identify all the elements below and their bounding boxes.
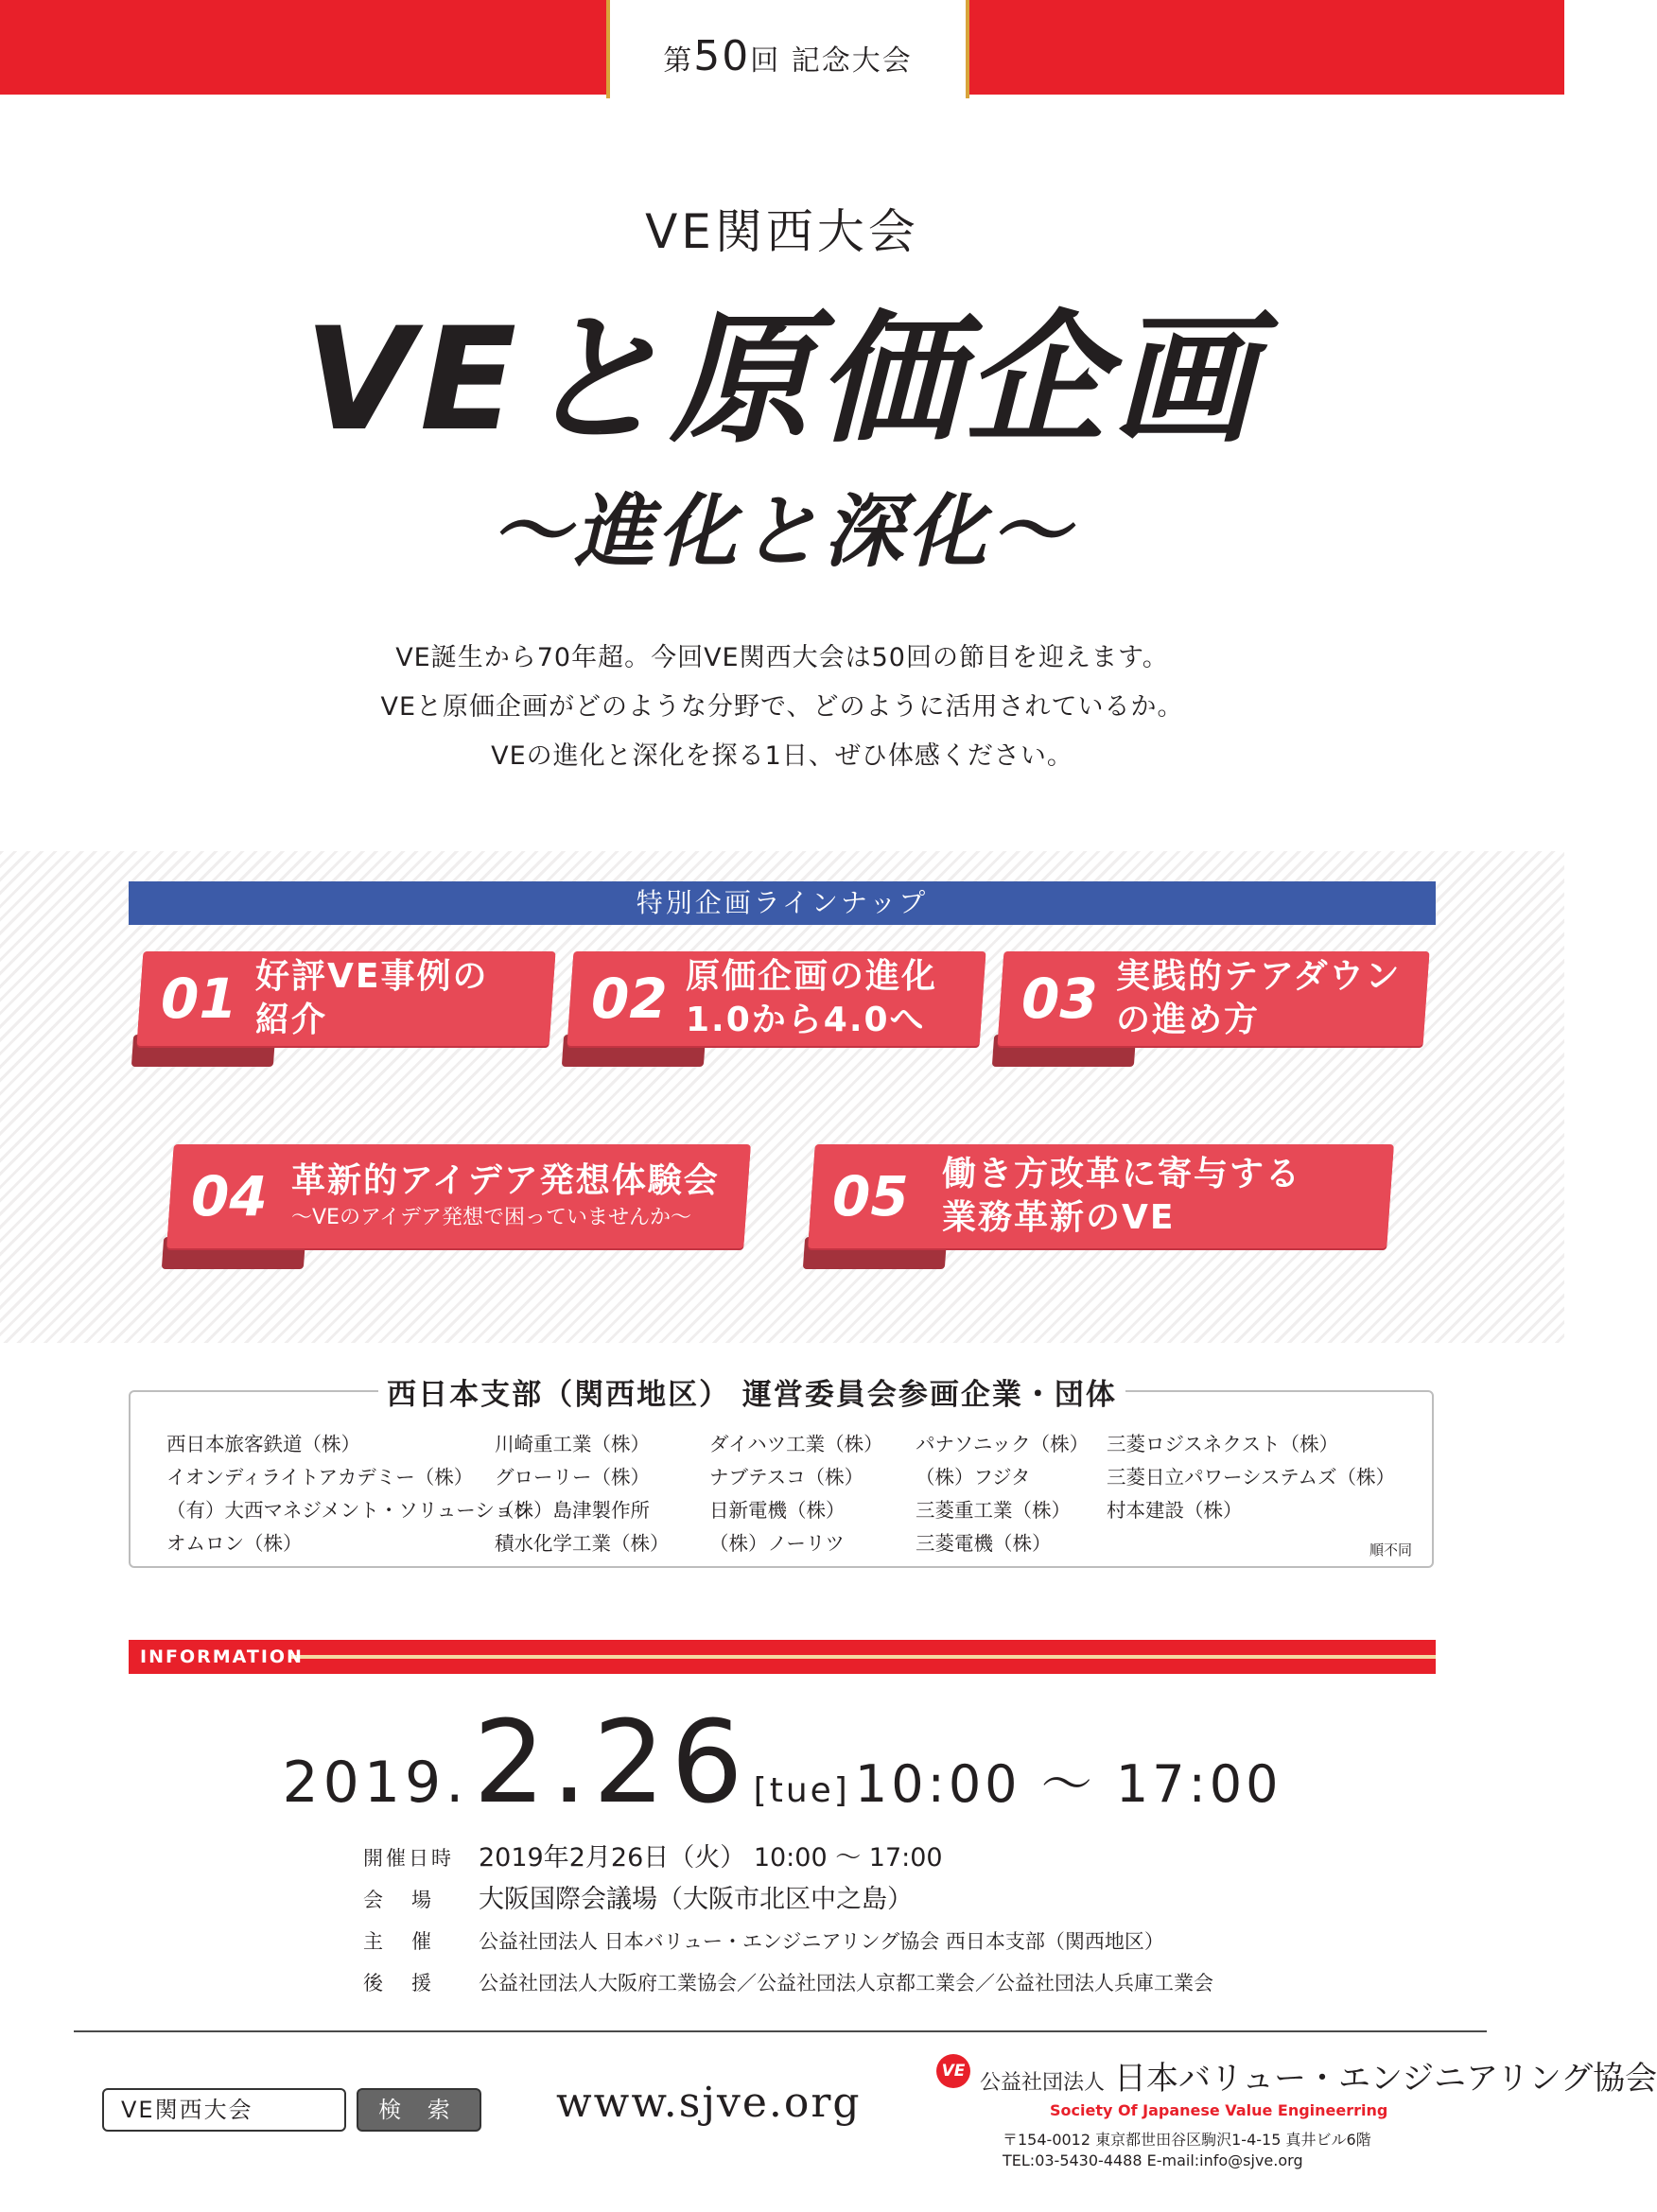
date-time: 10:00 〜 17:00: [854, 1754, 1282, 1814]
lineup-card-text: 革新的アイデア発想体験会 〜VEのアイデア発想で困っていませんか〜: [291, 1161, 720, 1229]
detail-value: 公益社団法人大阪府工業協会／公益社団法人京都工業会／公益社団法人兵庫工業会: [479, 1972, 1213, 1994]
lineup-card-number: 02: [591, 967, 668, 1031]
top-red-bar-right: [969, 0, 1564, 95]
members-column-4: [916, 1428, 1089, 1560]
member-item: イオンディライトアカデミー（株）: [166, 1466, 474, 1489]
detail-key: 会場: [363, 1889, 460, 1911]
top-red-bar-left: [0, 0, 606, 95]
member-item: （株）島津製作所: [495, 1499, 650, 1522]
member-item: 三菱重工業（株）: [916, 1499, 1071, 1522]
lineup-card-02: [570, 951, 983, 1046]
information-label: INFORMATION: [140, 1646, 304, 1667]
lineup-card-number: 03: [1021, 967, 1098, 1031]
member-item: 川崎重工業（株）: [495, 1433, 650, 1455]
organization-name: 公益社団法人 日本バリュー・エンジニアリング協会: [980, 2060, 1657, 2098]
lead-line: VEと原価企画がどのような分野で、どのように活用されているか。: [380, 692, 1184, 722]
lineup-card-number: 01: [161, 967, 237, 1031]
member-item: 西日本旅客鉄道（株）: [166, 1433, 360, 1455]
organization-english-name: Society Of Japanese Value Engineerring: [1050, 2101, 1388, 2119]
detail-row: [363, 1962, 1213, 2004]
detail-row: [363, 1838, 1213, 1879]
event-kicker: VE関西大会: [645, 204, 919, 259]
member-item: 三菱電機（株）: [916, 1532, 1052, 1555]
members-column-3: [709, 1428, 883, 1560]
lineup-card-01: [140, 951, 552, 1046]
lineup-card-04: [170, 1144, 747, 1248]
date-year: 2019.: [282, 1750, 469, 1816]
lineup-card-number: 04: [191, 1164, 268, 1228]
event-title: VEと原価企画: [304, 298, 1261, 462]
lineup-heading: 特別企画ラインナップ: [129, 881, 1436, 925]
footer-divider: [74, 2030, 1487, 2032]
member-item: ダイハツ工業（株）: [709, 1433, 883, 1455]
search-button[interactable]: 検 索: [357, 2088, 481, 2132]
member-item: 村本建設（株）: [1107, 1499, 1243, 1522]
lead-text: [0, 634, 1564, 781]
member-item: ナブテスコ（株）: [709, 1466, 864, 1489]
member-item: 日新電機（株）: [709, 1499, 846, 1522]
lead-line: VEの進化と深化を探る1日、ぜひ体感ください。: [491, 741, 1073, 771]
member-item: パナソニック（株）: [916, 1433, 1090, 1455]
detail-key: 開催日時: [363, 1847, 454, 1870]
detail-key: 後援: [363, 1972, 460, 1994]
lineup-card-05: [811, 1144, 1390, 1248]
members-column-2: [495, 1428, 670, 1560]
lead-line: VE誕生から70年超。今回VE関西大会は50回の節目を迎えます。: [395, 643, 1169, 672]
event-details: [363, 1838, 1213, 2004]
event-date: [0, 1698, 1564, 1829]
event-subtitle: 〜進化と深化〜: [490, 485, 1073, 578]
website-url[interactable]: www.sjve.org: [556, 2079, 862, 2127]
members-column-1: [166, 1428, 532, 1560]
member-item: 積水化学工業（株）: [495, 1532, 670, 1555]
edition-label: 第50回 記念大会: [663, 32, 913, 80]
detail-value: 公益社団法人 日本バリュー・エンジニアリング協会 西日本支部（関西地区）: [479, 1930, 1164, 1953]
lineup-card-text: 好評VE事例の 紹介: [255, 957, 489, 1039]
lineup-card-number: 05: [832, 1164, 909, 1228]
date-month-day: 2.26: [473, 1698, 749, 1829]
detail-row: [363, 1921, 1213, 1962]
search-input[interactable]: VE関西大会: [102, 2088, 346, 2132]
lineup-background: [0, 851, 1564, 1343]
order-note: 順不同: [1369, 1541, 1413, 1559]
lineup-card-text: 働き方改革に寄与する 業務革新のVE: [942, 1155, 1302, 1237]
detail-value: 2019年2月26日（火） 10:00 〜 17:00: [479, 1843, 943, 1872]
member-item: グローリー（株）: [495, 1466, 650, 1489]
lineup-card-text: 実践的テアダウン の進め方: [1116, 957, 1402, 1039]
member-item: （株）ノーリツ: [709, 1532, 845, 1555]
date-weekday: [tue]: [753, 1771, 850, 1810]
member-item: 三菱日立パワーシステムズ（株）: [1107, 1466, 1396, 1489]
lineup-card-03: [1001, 951, 1426, 1046]
detail-row: [363, 1879, 1213, 1921]
member-item: 三菱ロジスネクスト（株）: [1107, 1433, 1339, 1455]
lineup-card-text: 原価企画の進化 1.0から4.0へ: [686, 957, 938, 1039]
edition-tab: [606, 0, 969, 98]
members-column-5: [1107, 1428, 1395, 1527]
member-item: （株）フジタ: [916, 1466, 1031, 1489]
detail-value: 大阪国際会議場（大阪市北区中之島）: [479, 1885, 913, 1914]
member-item: オムロン（株）: [166, 1532, 303, 1555]
member-item: （有）大西マネジメント・ソリューション: [166, 1499, 533, 1522]
members-heading: 西日本支部（関西地区） 運営委員会参画企業・団体: [378, 1370, 1125, 1413]
sjve-logo-icon: VE: [936, 2054, 970, 2088]
organization-address: 〒154-0012 東京都世田谷区駒沢1-4-15 真井ビル6階 TEL:03-5430-4488 E-mail:info@sjve.org: [1003, 2131, 1371, 2169]
information-bar: [129, 1640, 1436, 1674]
detail-key: 主催: [363, 1930, 460, 1953]
